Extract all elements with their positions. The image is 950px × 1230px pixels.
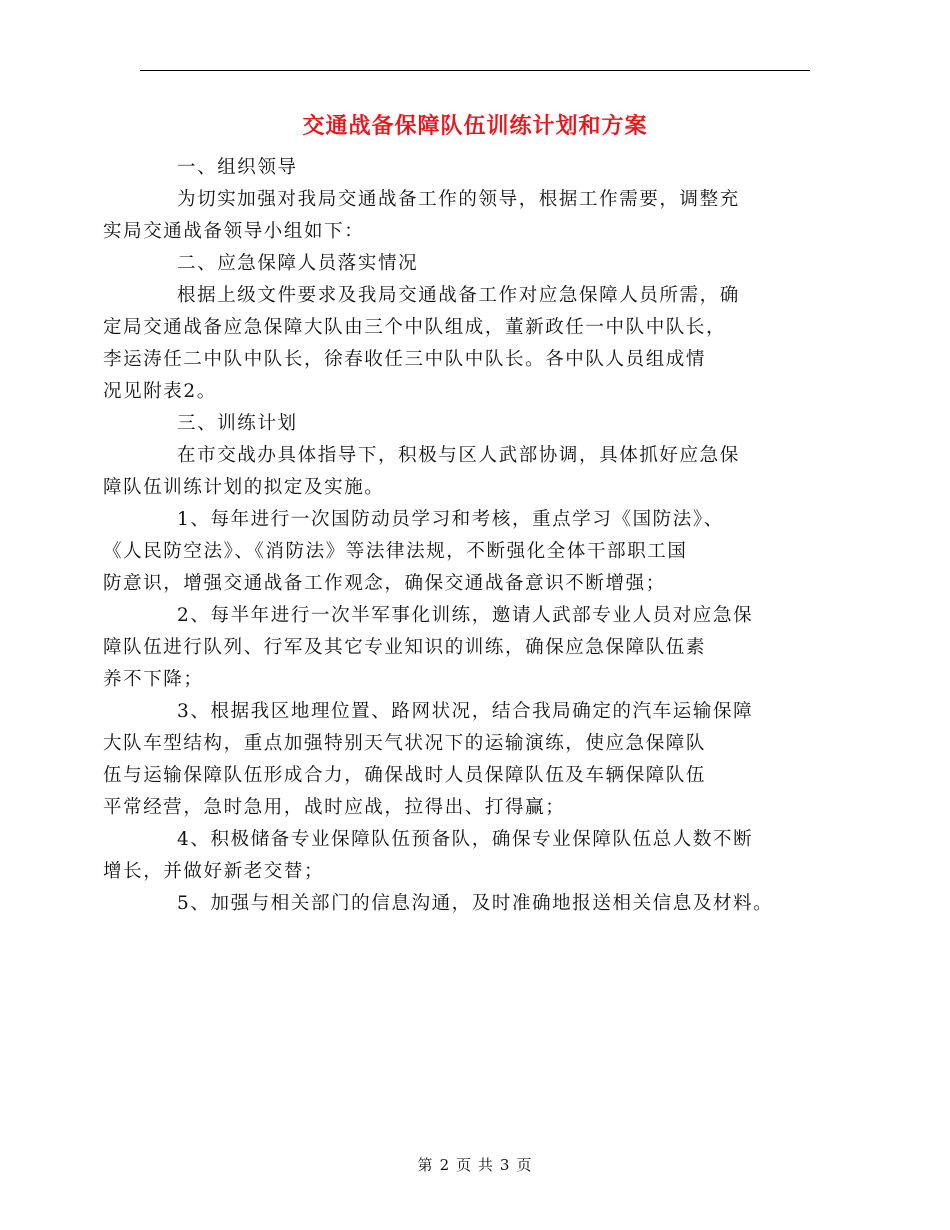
text-line: 1、每年进行一次国防动员学习和考核，重点学习《国防法》、	[177, 509, 724, 530]
text-line: 障队伍进行队列、行军及其它专业知识的训练，确保应急保障队伍素	[103, 637, 707, 658]
text-line: 防意识，增强交通战备工作观念，确保交通战备意识不断增强；	[103, 573, 666, 594]
page-footer	[0, 1154, 950, 1175]
text-line: 一、组织领导	[177, 157, 298, 178]
paragraph-training-intro	[103, 440, 830, 504]
list-item-4	[103, 824, 830, 888]
text-line: 二、应急保障人员落实情况	[177, 253, 419, 274]
text-line: 为切实加强对我局交通战备工作的领导，根据工作需要，调整充	[177, 189, 740, 210]
list-item-1	[103, 504, 830, 600]
page-title: 交通战备保障队伍训练计划和方案	[302, 113, 648, 139]
text-line: 障队伍训练计划的拟定及实施。	[103, 477, 385, 498]
text-line: 大队车型结构，重点加强特别天气状况下的运输演练，使应急保障队	[103, 733, 707, 754]
text-line: 况见附表2。	[103, 381, 217, 402]
paragraph-leadership	[103, 184, 830, 248]
text-line: 三、训练计划	[177, 413, 298, 434]
section-heading-3	[140, 408, 830, 440]
footer-middle: 页 共	[456, 1156, 494, 1174]
list-item-3	[103, 696, 830, 824]
text-line: 李运涛任二中队中队长，徐春收任三中队中队长。各中队人员组成情	[103, 349, 707, 370]
footer-total-pages: 3	[499, 1156, 511, 1174]
text-line: 伍与运输保障队伍形成合力，确保战时人员保障队伍及车辆保障队伍	[103, 765, 707, 786]
list-item-5	[140, 888, 830, 920]
text-line: 3、根据我区地理位置、路网状况，结合我局确定的汽车运输保障	[177, 701, 754, 722]
footer-suffix: 页	[516, 1156, 533, 1174]
footer-prefix: 第	[417, 1156, 434, 1174]
footer-current-page: 2	[439, 1156, 451, 1174]
paragraph-personnel	[103, 280, 830, 408]
text-line: 在市交战办具体指导下，积极与区人武部协调，具体抓好应急保	[177, 445, 740, 466]
text-line: 增长，并做好新老交替；	[103, 861, 325, 882]
section-heading-1	[140, 152, 830, 184]
header-rule	[140, 70, 810, 71]
text-line: 养不下降；	[103, 669, 204, 690]
document-body	[103, 152, 830, 920]
text-line: 平常经营，急时急用，战时应战，拉得出、打得赢；	[103, 797, 566, 818]
text-line: 4、积极储备专业保障队伍预备队，确保专业保障队伍总人数不断	[177, 829, 754, 850]
list-item-2	[103, 600, 830, 696]
text-line: 2、每半年进行一次半军事化训练，邀请人武部专业人员对应急保	[177, 605, 754, 626]
text-line: 5、加强与相关部门的信息沟通，及时准确地报送相关信息及材料。	[177, 893, 774, 914]
section-heading-2	[140, 248, 830, 280]
text-line: 《人民防空法》、《消防法》等法律法规，不断强化全体干部职工国	[103, 541, 688, 562]
text-line: 定局交通战备应急保障大队由三个中队组成，董新政任一中队中队长，	[103, 317, 727, 338]
text-line: 根据上级文件要求及我局交通战备工作对应急保障人员所需，确	[177, 285, 740, 306]
text-line: 实局交通战备领导小组如下：	[103, 221, 365, 242]
